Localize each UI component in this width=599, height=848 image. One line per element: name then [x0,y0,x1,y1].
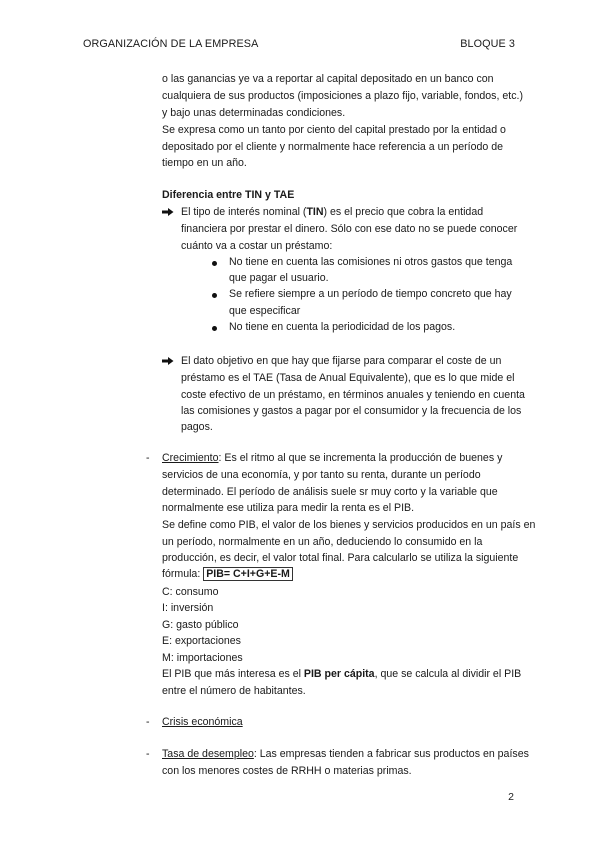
intro-line: y bajo unas determinadas condiciones. [162,107,346,119]
pib-pc-line: El PIB que más interesa es el PIB per cápita, que se calcula al dividir el PIB [162,668,522,680]
intro-line: o las ganancias ye va a reportar al capital depositado en un banco con [162,73,494,85]
list-dash: - [146,452,150,464]
crecimiento-line: producción, es decir, el valor total final. Para calcularlo se utiliza la siguiente [162,552,519,564]
pib-pc-line: entre el número de habitantes. [162,685,306,697]
component-item: C: consumo [162,586,219,598]
arrow-bullet-icon [162,356,174,366]
component-item: E: exportaciones [162,635,241,647]
crecimiento-term: Crecimiento [162,452,219,464]
component-item: M: importaciones [162,652,243,664]
desempleo-line: Tasa de desempleo: Las empresas tienden a fabricar sus productos en países [162,748,529,760]
tae-line: las comisiones y gastos a pagar por el consumidor y la frecuencia de los [181,405,522,417]
crecimiento-line: normalmente ese utiliza para medir la renta es el PIB. [162,502,415,514]
tae-line: préstamo es el TAE (Tasa de Anual Equivalente), que es lo que mide el [181,372,515,384]
list-dash: - [146,716,150,728]
bullet-line: que especificar [229,305,301,317]
bullet-line: No tiene en cuenta la periodicidad de los pagos. [229,321,456,333]
tae-line: El dato objetivo en que hay que fijarse para comparar el coste de un [181,355,502,367]
bullet-line: Se refiere siempre a un período de tiempo concreto que hay [229,288,512,300]
arrow-bullet-icon [162,207,174,217]
crecimiento-line: un período, normalmente en un año, deduciendo lo consumido en la [162,536,483,548]
intro-line: depositado por el cliente y normalmente hace referencia a un período de [162,141,503,153]
tae-line: pagos. [181,421,213,433]
header-title: ORGANIZACIÓN DE LA EMPRESA [83,38,259,50]
tin-line: cuánto va a costar un préstamo: [181,240,333,252]
header-section: BLOQUE 3 [460,38,515,50]
desempleo-term: Tasa de desempleo [162,748,254,760]
bullet-dot-icon [212,326,217,331]
crisis-term: Crisis económica [162,716,243,728]
crecimiento-line: Crecimiento: Es el ritmo al que se incrementa la producción de buenes y [162,452,503,464]
component-item: I: inversión [162,602,214,614]
crecimiento-line: Se define como PIB, el valor de los bienes y servicios producidos en un país en [162,519,536,531]
bullet-dot-icon [212,293,217,298]
intro-line: tiempo en un año. [162,157,247,169]
component-item: G: gasto público [162,619,239,631]
list-dash: - [146,748,150,760]
desempleo-line: con los menores costes de RRHH o materias primas. [162,765,412,777]
intro-line: Se expresa como un tanto por ciento del capital prestado por la entidad o [162,124,506,136]
tae-line: coste efectivo de un préstamo, en términos anuales y teniendo en cuenta [181,389,525,401]
tin-line: El tipo de interés nominal (TIN) es el precio que cobra la entidad [181,206,484,218]
intro-line: cualquiera de sus productos (imposiciones a plazo fijo, variable, fondos, etc.) [162,90,523,102]
diff-heading: Diferencia entre TIN y TAE [162,189,295,201]
bullet-dot-icon [212,261,217,266]
pib-formula: PIB= C+I+G+E-M [203,567,293,581]
tin-line: financiera por prestar el dinero. Sólo con ese dato no se puede conocer [181,223,518,235]
bullet-line: que pagar el usuario. [229,272,329,284]
crecimiento-line: servicios de una economía, y por tanto su renta, durante un período [162,469,481,481]
formula-line: fórmula: PIB= C+I+G+E-M [162,568,293,581]
page-number: 2 [508,791,514,803]
crecimiento-line: determinado. El período de análisis suele sr muy corto y la variable que [162,486,498,498]
bullet-line: No tiene en cuenta las comisiones ni otros gastos que tenga [229,256,513,268]
